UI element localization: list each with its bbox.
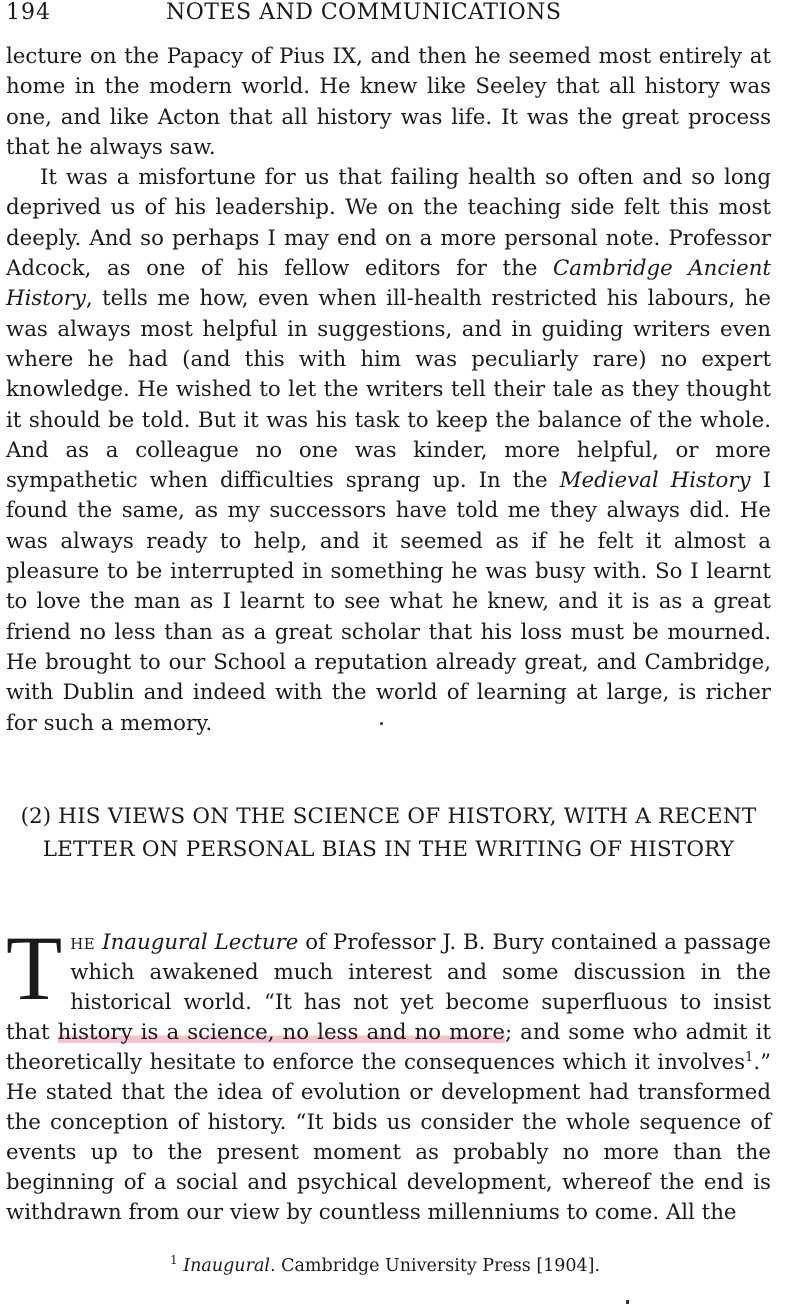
continued-body-text: [6, 42, 771, 739]
footnote-text: . Cambridge University Press [1904].: [269, 1256, 601, 1276]
italic-title: Cambridge Ancient History: [6, 256, 771, 312]
smallcaps-lead: he: [70, 930, 96, 955]
section-heading: [6, 800, 771, 866]
text-run: of Professor J. B. Bury contained a passage which awakened much interest and some discussion in the historical world. “It has not yet become superfluous to insist that: [6, 930, 771, 1045]
stray-mark: [380, 722, 383, 725]
page-number: 194: [6, 0, 51, 25]
highlighted-passage: history is a science, no less and no more: [57, 1020, 505, 1045]
article-body: [6, 917, 771, 1228]
running-header: [6, 0, 776, 28]
footnote-italic: Inaugural: [183, 1256, 270, 1276]
section-title-text: HIS VIEWS ON THE SCIENCE OF HISTORY, WITH A RECENT LETTER ON PERSONAL BIAS IN THE WRITING OF HISTORY: [42, 804, 757, 862]
paragraph: [6, 917, 771, 1228]
drop-cap: T: [6, 917, 63, 1019]
paragraph: [6, 163, 771, 739]
text-run: .” He stated that the idea of evolution or development had transformed the conception of history. “It bids us consider the whole sequence of events up to the present moment as probably no more than the beginning of a social and psychical development, whereof the end is withdrawn from our view by countless millenniums to come. All the: [6, 1050, 771, 1225]
text-run: ; and some who admit it theoretically hesitate to enforce the consequences which it involves: [6, 1020, 771, 1075]
italic-title: Inaugural Lecture: [102, 930, 299, 955]
paragraph: lecture on the Papacy of Pius IX, and then he seemed most entirely at home in the modern world. He knew like Seeley that all history was one, and like Acton that all history was life. It was the great process that he always saw.: [6, 44, 771, 160]
stray-mark: [626, 1300, 629, 1304]
text-run: I found the same, as my successors have told me they always did. He was always ready to help, and it seemed as if he felt it almost a pleasure to be interrupted in something he was busy with. So I learnt to love the man as I learnt to see what he knew, and it is as a great friend no less than as a great scholar that his loss must be mourned. He brought to our School a reputation already great, and Cambridge, with Dublin and indeed with the world of learning at large, is richer for such a memory.: [6, 468, 772, 736]
running-title: NOTES AND COMMUNICATIONS: [166, 0, 562, 25]
footnote-reference: 1: [745, 1049, 754, 1065]
italic-title: Medieval History: [559, 468, 751, 494]
text-run: It was a misfortune for us that failing health so often and so long deprived us of his leadership. We on the teaching side felt this most deeply. And so perhaps I may end on a more personal note. Professor Adcock, as one of his fellow editors for the: [6, 165, 771, 282]
footnote: [170, 1255, 690, 1277]
footnote-marker: 1: [170, 1253, 178, 1268]
section-number: (2): [20, 804, 52, 829]
text-run: , tells me how, even when ill-health restricted his labours, he was always most helpful in suggestions, and in guiding writers even where he had (and this with him was peculiarly rare) no expert knowledge. He wished to let the writers tell their tale as they thought it should be told. But it was his task to keep the balance of the whole. And as a colleague no one was kinder, more helpful, or more sympathetic when difficulties sprang up. In the: [6, 286, 771, 494]
